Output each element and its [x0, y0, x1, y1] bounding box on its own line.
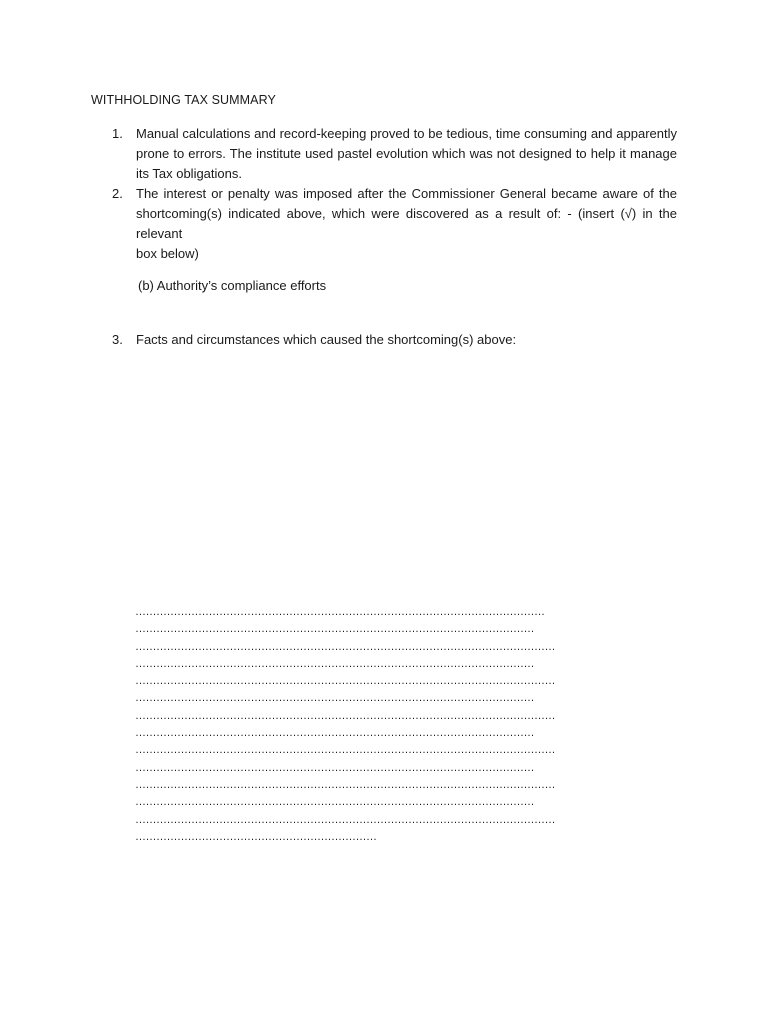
- dotted-line: …………………………………………………………………………………………………………: [135, 778, 555, 791]
- dotted-line: ……………………………………………………………………………………………………: [135, 623, 534, 636]
- paragraph-line: shortcoming(s) indicated above, which were discovered as a result of: - (insert (√) in the relevant: [136, 206, 677, 241]
- option-b-label: (b) Authority’s compliance efforts: [138, 278, 327, 293]
- paragraph-line: Manual calculations and record-keeping proved to be tedious, time consuming and apparently: [136, 126, 677, 141]
- document-title: WITHHOLDING TAX SUMMARY: [91, 93, 276, 107]
- dotted-line: ……………………………………………………………: [135, 830, 377, 843]
- paragraph-line: its Tax obligations.: [136, 166, 242, 181]
- dotted-answer-lines: [135, 604, 575, 846]
- dotted-line: ……………………………………………………………………………………………………: [135, 657, 534, 670]
- list-item-2: [112, 184, 677, 264]
- paragraph-line: prone to errors. The institute used pastel evolution which was not designed to help it manage: [136, 146, 677, 161]
- dotted-line: …………………………………………………………………………………………………………: [135, 675, 555, 688]
- list-number: 2.: [112, 186, 123, 201]
- dotted-line: …………………………………………………………………………………………………………: [135, 709, 555, 722]
- list-number: 3.: [112, 332, 123, 347]
- dotted-line: …………………………………………………………………………………………………………: [135, 744, 555, 757]
- list-item-3: [112, 330, 677, 350]
- paragraph-line: Facts and circumstances which caused the shortcoming(s) above:: [136, 332, 517, 347]
- dotted-line: ………………………………………………………………………………………………………: [135, 606, 545, 618]
- list-item-1: [112, 124, 677, 184]
- dotted-line: ……………………………………………………………………………………………………: [135, 796, 534, 809]
- dotted-line: ……………………………………………………………………………………………………: [135, 692, 534, 705]
- paragraph-line: The interest or penalty was imposed after the Commissioner General became aware of the: [136, 186, 677, 201]
- dotted-line: …………………………………………………………………………………………………………: [135, 640, 555, 653]
- dotted-line: ……………………………………………………………………………………………………: [135, 761, 534, 774]
- dotted-line: …………………………………………………………………………………………………………: [135, 813, 555, 826]
- list-number: 1.: [112, 126, 123, 141]
- paragraph-line: box below): [136, 246, 199, 261]
- dotted-line: ……………………………………………………………………………………………………: [135, 727, 534, 740]
